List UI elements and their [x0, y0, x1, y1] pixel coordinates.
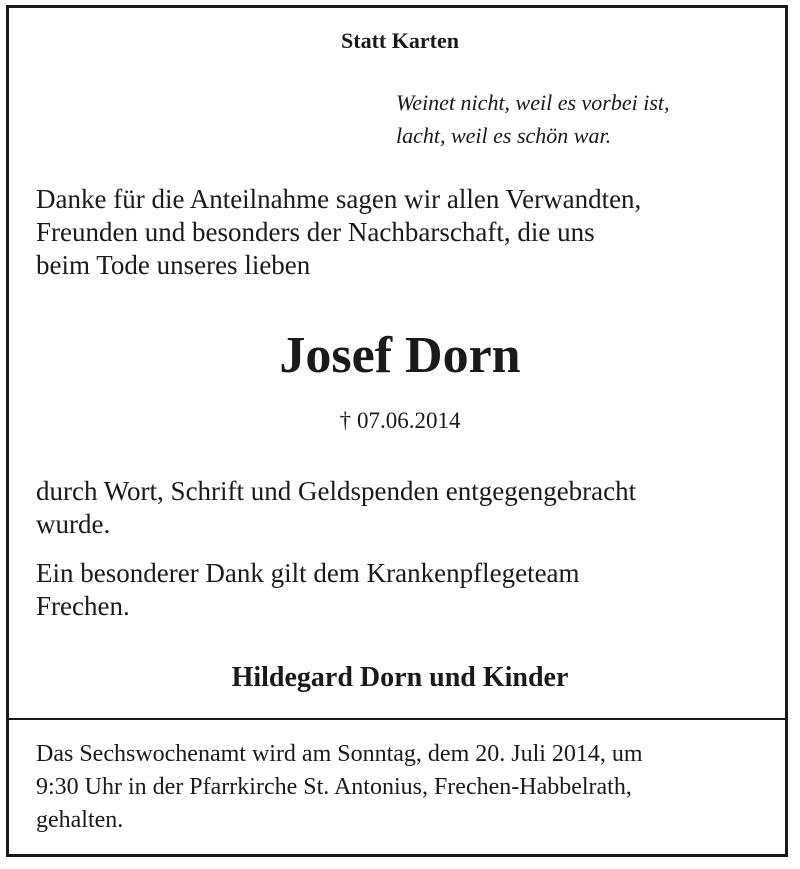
cross-icon: † [339, 408, 351, 433]
motto-line: lacht, weil es schön war. [396, 123, 612, 148]
motto-line: Weinet nicht, weil es vorbei ist, [396, 90, 670, 115]
motto-quote [396, 86, 670, 152]
special-thanks-paragraph [36, 557, 766, 623]
text-line: Das Sechswochenamt wird am Sonntag, dem 20. Juli 2014, um [36, 741, 643, 767]
deceased-name: Josef Dorn [279, 327, 521, 384]
death-date: 07.06.2014 [357, 408, 461, 433]
divider-line [9, 718, 785, 720]
death-date-line [0, 408, 800, 434]
thanks-intro-paragraph [36, 183, 766, 282]
text-line: Freunden und besonders der Nachbarschaft, die uns [36, 217, 595, 247]
text-line: wurde. [36, 509, 111, 539]
text-line: durch Wort, Schrift und Geldspenden entgegengebracht [36, 476, 637, 506]
text-line: Frechen. [36, 591, 130, 621]
text-line: 9:30 Uhr in der Pfarrkirche St. Antonius, Frechen-Habbelrath, [36, 774, 632, 800]
text-line: Ein besonderer Dank gilt dem Krankenpflegeteam [36, 558, 580, 588]
mass-notice-paragraph [36, 738, 776, 837]
text-line: Danke für die Anteilnahme sagen wir allen Verwandten, [36, 184, 642, 214]
signers: Hildegard Dorn und Kinder [231, 662, 569, 693]
header-statt-karten: Statt Karten [341, 28, 459, 53]
text-line: beim Tode unseres lieben [36, 250, 311, 280]
thanks-body-paragraph [36, 475, 766, 541]
text-line: gehalten. [36, 807, 124, 833]
